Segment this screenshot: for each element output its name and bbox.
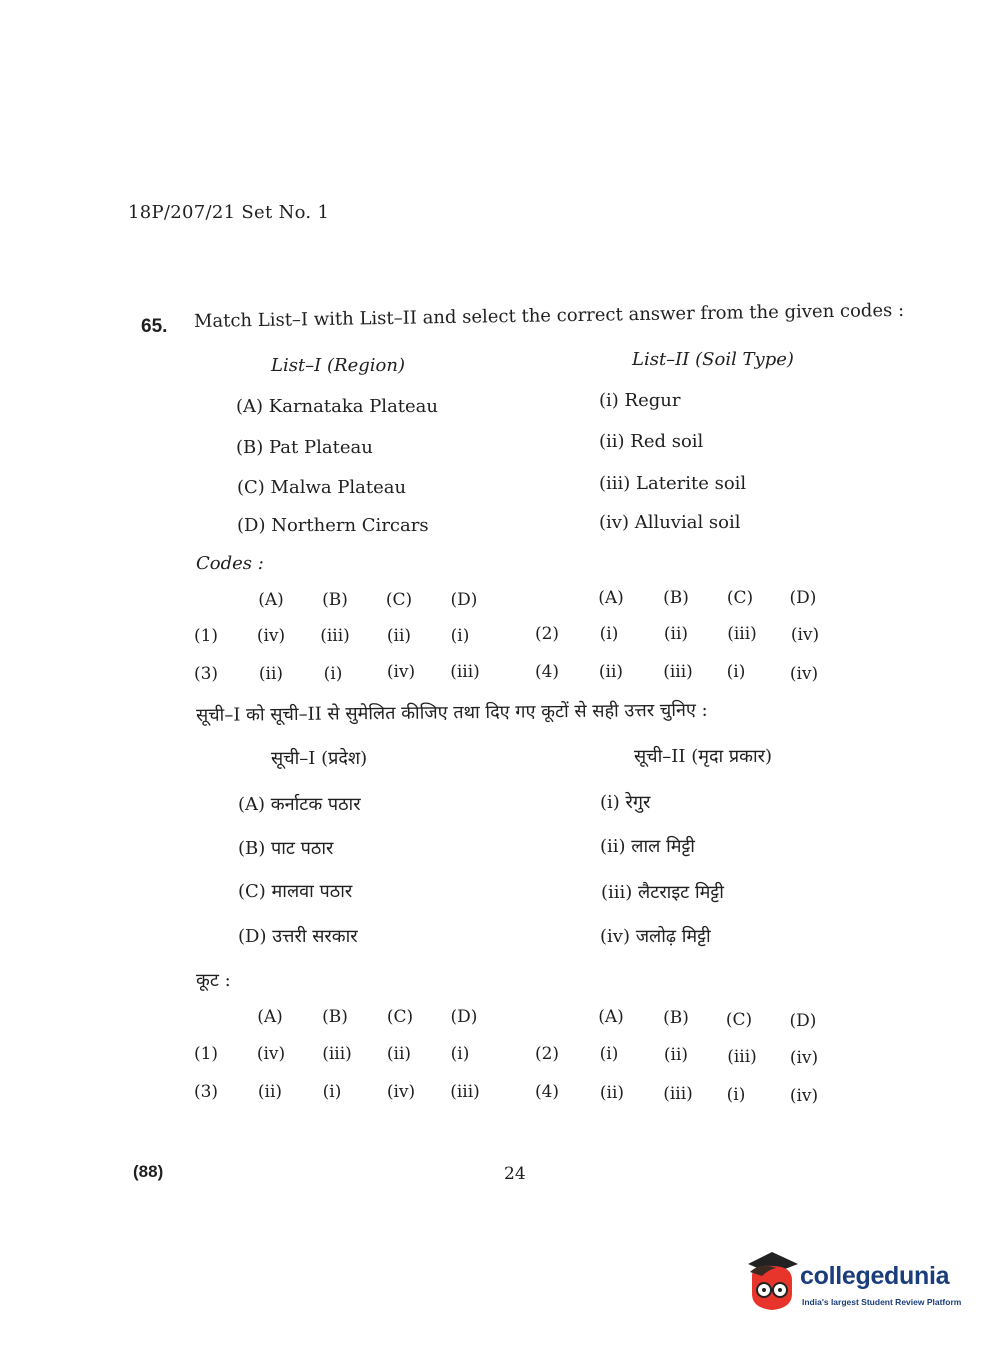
- codes-label-hindi: कूट :: [196, 970, 231, 991]
- logo-wordmark: collegedunia: [800, 1262, 950, 1290]
- option-value: (iv): [386, 1082, 416, 1102]
- option-value: (ii): [258, 664, 284, 684]
- list2-item-english: (iv) Alluvial soil: [599, 512, 741, 533]
- option-value: (iv): [789, 1086, 819, 1106]
- option-value: (ii): [663, 624, 689, 644]
- set-number: 18P/207/21 Set No. 1: [128, 202, 330, 223]
- question-text-hindi: सूची–I को सूची–II से सुमेलित कीजिए तथा दिए गए कूटों से सही उत्तर चुनिए :: [195, 699, 708, 726]
- code-col-head: (A): [258, 590, 284, 610]
- option-label: (3): [193, 1082, 219, 1102]
- list1-item-english: (A) Karnataka Plateau: [236, 396, 439, 417]
- question-text-english: Match List–I with List–II and select the correct answer from the given codes :: [193, 299, 905, 332]
- question-number: 65.: [141, 316, 168, 337]
- code-col-head: (D): [789, 1011, 817, 1031]
- option-label: (2): [534, 624, 560, 644]
- option-value: (i): [599, 624, 619, 644]
- list1-item-english: (D) Northern Circars: [237, 515, 429, 536]
- page-number: 24: [504, 1164, 526, 1184]
- list1-heading-hindi: सूची–I (प्रदेश): [271, 748, 368, 769]
- list2-item-hindi: (ii) लाल मिट्टी: [600, 836, 695, 857]
- option-value: (iv): [256, 626, 286, 646]
- option-label: (2): [534, 1044, 560, 1064]
- list2-item-hindi: (iii) लैटराइट मिट्टी: [601, 882, 724, 903]
- option-value: (i): [322, 1082, 342, 1102]
- option-value: (ii): [663, 1045, 689, 1065]
- logo-tagline: India's largest Student Review Platform: [802, 1297, 962, 1307]
- option-value: (ii): [257, 1082, 283, 1102]
- code-col-head: (B): [663, 1008, 689, 1028]
- code-col-head: (D): [789, 588, 817, 608]
- list2-item-english: (i) Regur: [599, 390, 681, 411]
- code-col-head: (D): [450, 1007, 478, 1027]
- list1-item-hindi: (D) उत्तरी सरकार: [238, 926, 358, 947]
- code-col-head: (C): [386, 1007, 414, 1027]
- list1-item-hindi: (A) कर्नाटक पठार: [238, 794, 361, 815]
- option-value: (i): [726, 1085, 746, 1105]
- list2-heading-english: List–II (Soil Type): [632, 349, 794, 370]
- option-value: (i): [599, 1044, 619, 1064]
- option-label: (1): [193, 626, 219, 646]
- code-col-head: (B): [322, 1007, 348, 1027]
- option-label: (3): [193, 664, 219, 684]
- option-value: (ii): [599, 1083, 625, 1103]
- list2-item-hindi: (iv) जलोढ़ मिट्टी: [600, 926, 711, 947]
- option-value: (iii): [322, 1044, 352, 1064]
- codes-label-english: Codes :: [196, 553, 264, 574]
- option-value: (iii): [320, 626, 350, 646]
- option-value: (iv): [789, 664, 819, 684]
- code-col-head: (A): [257, 1007, 283, 1027]
- code-col-head: (C): [385, 590, 413, 610]
- option-value: (ii): [386, 626, 412, 646]
- list1-item-english: (B) Pat Plateau: [236, 437, 373, 458]
- option-value: (iv): [386, 662, 416, 682]
- option-value: (i): [323, 664, 343, 684]
- option-value: (i): [726, 662, 746, 682]
- list1-item-hindi: (B) पाट पठार: [238, 838, 334, 859]
- option-value: (ii): [598, 662, 624, 682]
- option-value: (iii): [663, 1084, 693, 1104]
- list2-item-hindi: (i) रेगुर: [600, 792, 651, 813]
- collegedunia-mascot-icon: [742, 1250, 802, 1314]
- option-value: (iv): [789, 1048, 819, 1068]
- code-col-head: (D): [450, 590, 478, 610]
- list2-item-english: (ii) Red soil: [599, 431, 704, 452]
- option-value: (iii): [450, 662, 480, 682]
- option-value: (iv): [256, 1044, 286, 1064]
- list1-heading-english: List–I (Region): [271, 355, 405, 376]
- page-code: (88): [133, 1162, 164, 1181]
- option-value: (i): [450, 1044, 470, 1064]
- option-label: (4): [534, 662, 560, 682]
- list2-heading-hindi: सूची–II (मृदा प्रकार): [634, 746, 773, 767]
- code-col-head: (B): [322, 590, 348, 610]
- option-value: (iii): [663, 662, 693, 682]
- code-col-head: (A): [598, 588, 624, 608]
- code-col-head: (B): [663, 588, 689, 608]
- code-col-head: (C): [726, 588, 754, 608]
- option-value: (ii): [386, 1044, 412, 1064]
- list2-item-english: (iii) Laterite soil: [599, 473, 747, 494]
- code-col-head: (C): [725, 1010, 753, 1030]
- code-col-head: (A): [598, 1007, 624, 1027]
- option-value: (iii): [727, 624, 757, 644]
- option-value: (iii): [450, 1082, 480, 1102]
- option-value: (i): [450, 626, 470, 646]
- list1-item-english: (C) Malwa Plateau: [237, 477, 407, 498]
- option-label: (1): [193, 1044, 219, 1064]
- option-value: (iii): [727, 1047, 757, 1067]
- list1-item-hindi: (C) मालवा पठार: [238, 881, 353, 902]
- option-value: (iv): [790, 625, 820, 645]
- option-label: (4): [534, 1082, 560, 1102]
